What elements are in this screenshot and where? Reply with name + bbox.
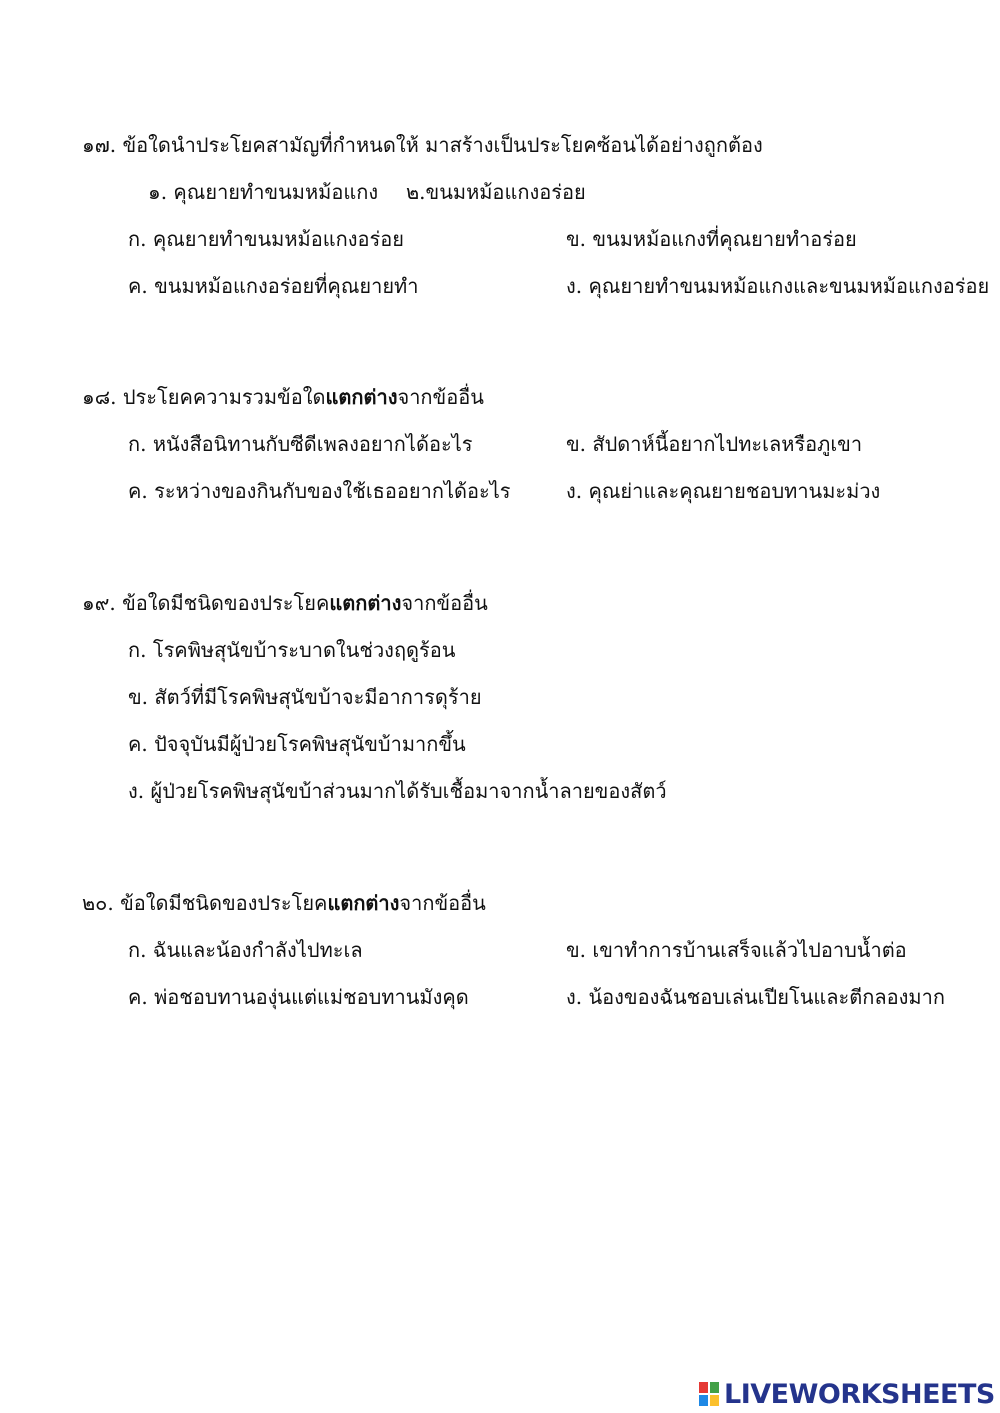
q19-text-pre: ข้อใดมีชนิดของประโยค	[122, 591, 330, 615]
q20-text-pre: ข้อใดมีชนิดของประโยค	[120, 891, 328, 915]
logo-tile-e	[709, 1394, 720, 1407]
q19-option-b[interactable]: ข. สัตว์ที่มีโรคพิษสุนัขบ้าจะมีอาการดุร้าย	[128, 685, 482, 709]
q17-given-1: ๑. คุณยายทำขนมหม้อแกง	[148, 180, 379, 204]
q17-stem	[82, 131, 763, 159]
q17-number: ๑๗.	[82, 133, 117, 157]
q19-stem	[82, 589, 488, 617]
q17-option-b[interactable]: ข. ขนมหม้อแกงที่คุณยายทำอร่อย	[566, 227, 857, 251]
q19-option-c[interactable]: ค. ปัจจุบันมีผู้ป่วยโรคพิษสุนัขบ้ามากขึ้น	[128, 732, 466, 756]
q17-given-2: ๒.ขนมหม้อแกงอร่อย	[406, 180, 586, 204]
q17-option-a[interactable]: ก. คุณยายทำขนมหม้อแกงอร่อย	[128, 227, 404, 251]
liveworksheets-logo[interactable]	[698, 1378, 995, 1410]
logo-tile-i	[709, 1381, 720, 1394]
q20-option-b[interactable]: ข. เขาทำการบ้านเสร็จแล้วไปอาบน้ำต่อ	[566, 938, 907, 962]
q18-option-d[interactable]: ง. คุณย่าและคุณยายชอบทานมะม่วง	[566, 479, 881, 503]
q18-text-post: จากข้ออื่น	[397, 385, 484, 409]
liveworksheets-wordmark: LIVEWORKSHEETS	[724, 1378, 995, 1410]
q18-text-pre: ประโยคความรวมข้อใด	[122, 385, 326, 409]
q19-option-a[interactable]: ก. โรคพิษสุนัขบ้าระบาดในช่วงฤดูร้อน	[128, 638, 456, 662]
q20-option-c[interactable]: ค. พ่อชอบทานองุ่นแต่แม่ชอบทานมังคุด	[128, 985, 469, 1009]
q18-text-bold: แตกต่าง	[325, 385, 398, 409]
q18-option-c[interactable]: ค. ระหว่างของกินกับของใช้เธออยากได้อะไร	[128, 479, 511, 503]
q20-option-a[interactable]: ก. ฉันและน้องกำลังไปทะเล	[128, 938, 363, 962]
q17-option-c[interactable]: ค. ขนมหม้อแกงอร่อยที่คุณยายทำ	[128, 274, 419, 298]
q18-number: ๑๘.	[82, 385, 117, 409]
q20-stem	[82, 889, 486, 917]
q20-text-post: จากข้ออื่น	[399, 891, 486, 915]
q20-number: ๒๐.	[82, 891, 114, 915]
q19-text-post: จากข้ออื่น	[401, 591, 488, 615]
liveworksheets-icon	[698, 1381, 720, 1407]
q18-stem	[82, 383, 484, 411]
logo-tile-l	[698, 1381, 709, 1394]
q17-text: ข้อใดนำประโยคสามัญที่กำหนดให้ มาสร้างเป็นประโยคซ้อนได้อย่างถูกต้อง	[122, 133, 763, 157]
q19-text-bold: แตกต่าง	[329, 591, 402, 615]
q19-option-d[interactable]: ง. ผู้ป่วยโรคพิษสุนัขบ้าส่วนมากได้รับเชื้อมาจากน้ำลายของสัตว์	[128, 779, 667, 803]
q20-text-bold: แตกต่าง	[327, 891, 400, 915]
q17-option-d[interactable]: ง. คุณยายทำขนมหม้อแกงและขนมหม้อแกงอร่อย	[566, 274, 990, 298]
q19-number: ๑๙.	[82, 591, 116, 615]
q18-option-b[interactable]: ข. สัปดาห์นี้อยากไปทะเลหรือภูเขา	[566, 432, 863, 456]
q18-option-a[interactable]: ก. หนังสือนิทานกับซีดีเพลงอยากได้อะไร	[128, 432, 473, 456]
logo-tile-v	[698, 1394, 709, 1407]
q20-option-d[interactable]: ง. น้องของฉันชอบเล่นเปียโนและตีกลองมาก	[566, 985, 945, 1009]
